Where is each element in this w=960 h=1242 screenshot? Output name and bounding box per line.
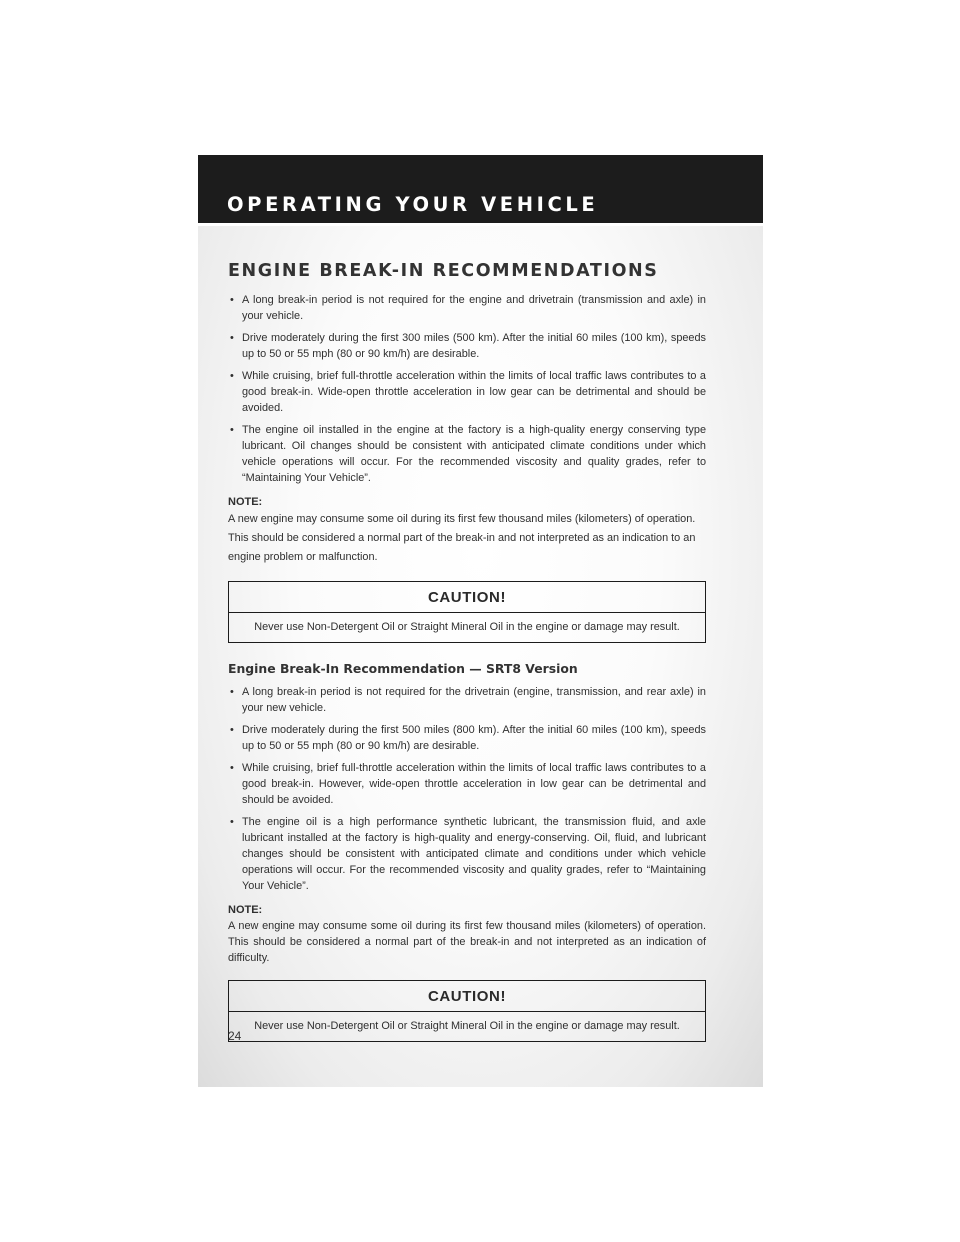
caution-text: Never use Non-Detergent Oil or Straight Mineral Oil in the engine or damage may result. bbox=[254, 1020, 680, 1032]
page-number: 24 bbox=[228, 1029, 242, 1043]
caution-box bbox=[228, 980, 706, 1042]
list-item: • Drive moderately during the first 500 miles (800 km). After the initial 60 miles (100 km), speeds up to 50 or 55 mph (80 or 90 km/h) are desirable. bbox=[228, 722, 706, 754]
list-item: • The engine oil is a high performance synthetic lubricant, the transmission fluid, and axle lubricant installed at the factory is high-quality and energy-conserving. Oil, fluid, and lubricant changes should be consistent with anticipated climate and conditions under which vehicle operations will occur. For the recommended viscosity and quality grades, refer to “Maintaining Your Vehicle”. bbox=[228, 814, 706, 894]
list-item: • The engine oil installed in the engine at the factory is a high-quality energy conserving type lubricant. Oil changes should be consistent with anticipated climate conditions under which vehicle operations will occur. For the recommended viscosity and quality grades, refer to “Maintaining Your Vehicle”. bbox=[228, 422, 706, 486]
section-bullet-list bbox=[228, 292, 706, 486]
list-item: • Drive moderately during the first 300 miles (500 km). After the initial 60 miles (100 km), speeds up to 50 or 55 mph (80 or 90 km/h) are desirable. bbox=[228, 330, 706, 362]
list-item: • A long break-in period is not required for the engine and drivetrain (transmission and axle) in your vehicle. bbox=[228, 292, 706, 324]
caution-text: Never use Non-Detergent Oil or Straight Mineral Oil in the engine or damage may result. bbox=[254, 621, 680, 633]
page-content bbox=[228, 261, 706, 1060]
chapter-header bbox=[198, 155, 763, 226]
caution-box bbox=[228, 581, 706, 643]
subsection-bullet-list bbox=[228, 684, 706, 894]
manual-page bbox=[198, 155, 763, 1087]
note-label: NOTE: bbox=[228, 904, 263, 916]
list-item: • A long break-in period is not required for the drivetrain (engine, transmission, and rear axle) in your new vehicle. bbox=[228, 684, 706, 716]
list-item: • While cruising, brief full-throttle acceleration within the limits of local traffic laws contributes to a good break-in. However, wide-open throttle acceleration in low gear can be detrimental and should be avoided. bbox=[228, 760, 706, 808]
caution-heading: CAUTION! bbox=[229, 981, 705, 1012]
note-text: A new engine may consume some oil during its first few thousand miles (kilometers) of operation. This should be considered a normal part of the break-in and not interpreted as an indication to an engine problem or malfunction. bbox=[228, 513, 696, 563]
subsection-title: Engine Break-In Recommendation — SRT8 Version bbox=[228, 661, 578, 676]
chapter-title: OPERATING YOUR VEHICLE bbox=[227, 193, 599, 216]
list-item: • While cruising, brief full-throttle acceleration within the limits of local traffic laws contributes to a good break-in. Wide-open throttle acceleration in low gear can be detrimental and should be avoided. bbox=[228, 368, 706, 416]
section-title: ENGINE BREAK-IN RECOMMENDATIONS bbox=[228, 261, 659, 281]
caution-heading: CAUTION! bbox=[229, 582, 705, 613]
note-label: NOTE: bbox=[228, 496, 263, 508]
note-text: A new engine may consume some oil during its first few thousand miles (kilometers) of operation. This should be considered a normal part of the break-in and not interpreted as an indication of difficulty. bbox=[228, 920, 706, 964]
